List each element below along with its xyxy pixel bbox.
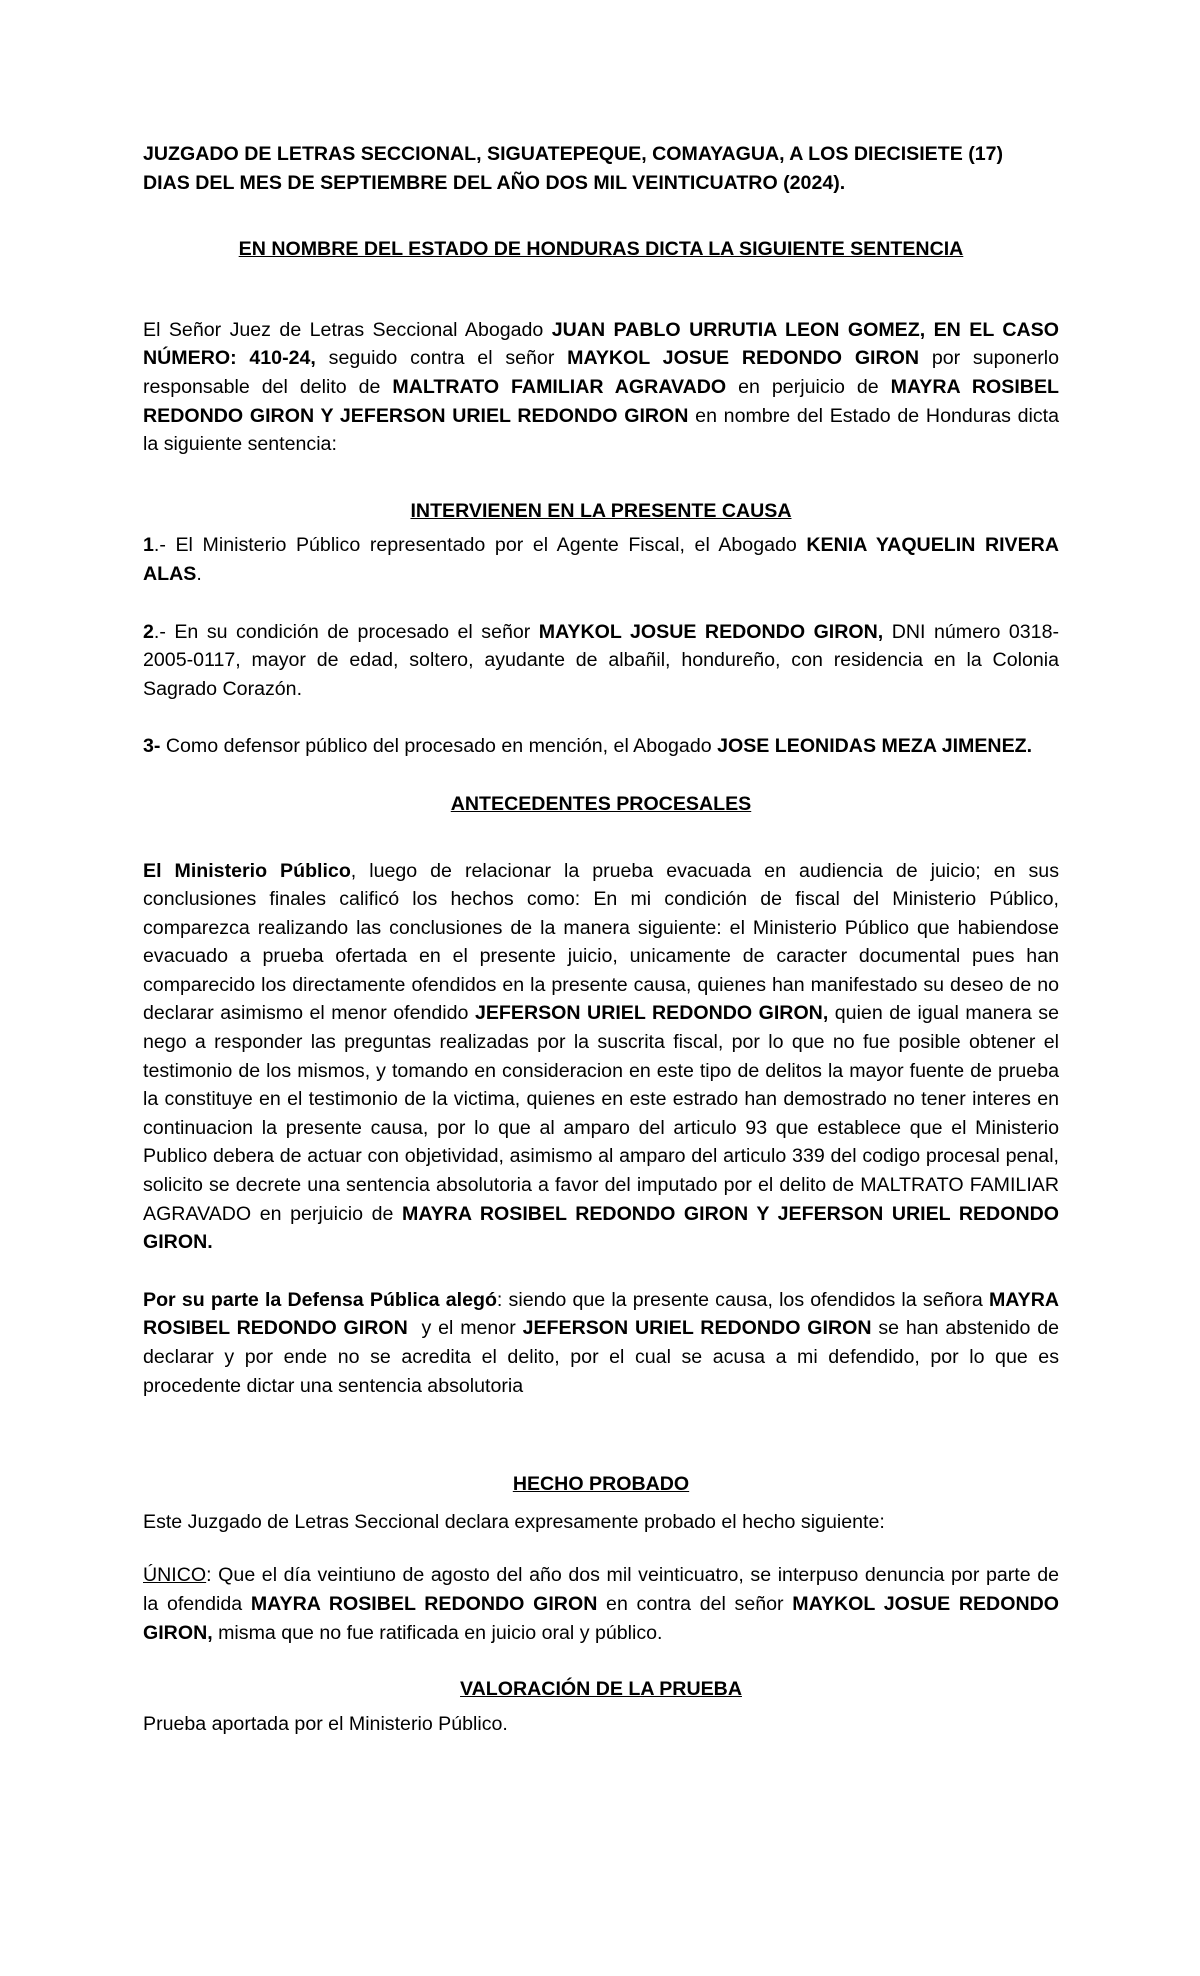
court-header-line-1: JUZGADO DE LETRAS SECCIONAL, SIGUATEPEQUE, COMAYAGUA, A LOS DIECISIETE (17) (143, 143, 1004, 165)
defensa-paragraph: Por su parte la Defensa Pública alegó: siendo que la presente causa, los ofendidos la señora MAYRA ROSIBEL REDONDO GIRON y el menor JEFERSON URIEL REDONDO GIRON se han abstenido de declarar y por ende no se acredita el delito, por el cual se acusa a mi defendido, por lo que es procedente dictar una sentencia absolutoria (143, 1288, 1060, 1397)
judge-name: JUAN PABLO URRUTIA LEON GOMEZ, EN EL CASO NÚMERO: 410-24, (143, 318, 1059, 370)
valoracion-heading: VALORACIÓN DE LA PRUEBA (460, 1678, 742, 1701)
hecho-intro: Este Juzgado de Letras Seccional declara expresamente probado el hecho siguiente: (143, 1510, 885, 1533)
prueba-line: Prueba aportada por el Ministerio Público. (143, 1712, 508, 1735)
victims-names: MAYRA ROSIBEL REDONDO GIRON Y JEFERSON URIEL REDONDO GIRON (143, 375, 1059, 427)
accused-name: MAYKOL JOSUE REDONDO GIRON (567, 347, 920, 370)
unico-paragraph: ÚNICO: Que el día veintiuno de agosto del año dos mil veinticuatro, se interpuso denuncia por parte de la ofendida MAYRA ROSIBEL REDONDO GIRON en contra del señor MAYKOL JOSUE REDONDO GIRON, misma que no fue ratificada en juicio oral y público. (143, 1564, 1059, 1644)
court-header (143, 140, 1059, 197)
dicta-heading: EN NOMBRE DEL ESTADO DE HONDURAS DICTA LA SIGUIENTE SENTENCIA (238, 238, 964, 261)
ministerio-paragraph: El Ministerio Público, luego de relacionar la prueba evacuada en audiencia de juicio; en sus conclusiones finales calificó los hechos como: En mi condición de fiscal del Ministerio Público, comparezca realizando las conclusiones de la manera siguiente: el Ministerio Público que habiendose evacuado a prueba ofertada en el presente juicio, unicamente de caracter documental pues han comparecido los directamente ofendidos en la presente causa, quienes han manifestado su deseo de no declarar asimismo el menor ofendido JEFERSON URIEL REDONDO GIRON, quien de igual manera se nego a responder las preguntas realizadas por la suscrita fiscal, por lo que no fue posible obtener el testimonio de los mismos, y tomando en consideracion en este tipo de delitos la mayor fuente de prueba la constituye en el testimonio de la victima, quienes en este estrado han demostrado no tener interes en continuacion la presente causa, por lo que al amparo del articulo 93 que establece que el Ministerio Publico debera de actuar con objetividad, asimismo al amparo del articulo 339 del codigo procesal penal, solicito se decrete una sentencia absolutoria a favor del imputado por el delito de MALTRATO FAMILIAR AGRAVADO en perjuicio de MAYRA ROSIBEL REDONDO GIRON Y JEFERSON URIEL REDONDO GIRON. (143, 859, 1059, 1254)
party-item-1: 1.- El Ministerio Público representado por el Agente Fiscal, el Abogado KENIA YAQUELIN RIVERA ALAS. (143, 534, 1059, 585)
court-header-line-2: DIAS DEL MES DE SEPTIEMBRE DEL AÑO DOS MIL VEINTICUATRO (2024). (143, 171, 846, 194)
party-item-3: 3- Como defensor público del procesado en mención, el Abogado JOSE LEONIDAS MEZA JIMENEZ. (143, 735, 1033, 758)
unico-label: ÚNICO (143, 1564, 207, 1587)
document-page (143, 140, 1059, 1738)
hecho-probado-heading: HECHO PROBADO (512, 1473, 690, 1496)
intervienen-heading: INTERVIENEN EN LA PRESENTE CAUSA (410, 499, 792, 522)
party-item-2: 2.- En su condición de procesado el señor MAYKOL JOSUE REDONDO GIRON, DNI número 0318-2005-0117, mayor de edad, soltero, ayudante de albañil, hondureño, con residencia en la Colonia Sagrado Corazón. (143, 620, 1059, 700)
intro-paragraph: El Señor Juez de Letras Seccional Abogado JUAN PABLO URRUTIA LEON GOMEZ, EN EL CASO NÚMERO: 410-24, seguido contra el señor MAYKOL JOSUE REDONDO GIRON por suponerlo responsable del delito de MALTRATO FAMILIAR AGRAVADO en perjuicio de MAYRA ROSIBEL REDONDO GIRON Y JEFERSON URIEL REDONDO GIRON en nombre del Estado de Honduras dicta la siguiente sentencia: (143, 318, 1059, 456)
antecedentes-heading: ANTECEDENTES PROCESALES (450, 792, 752, 815)
crime-name: MALTRATO FAMILIAR AGRAVADO (392, 375, 727, 398)
